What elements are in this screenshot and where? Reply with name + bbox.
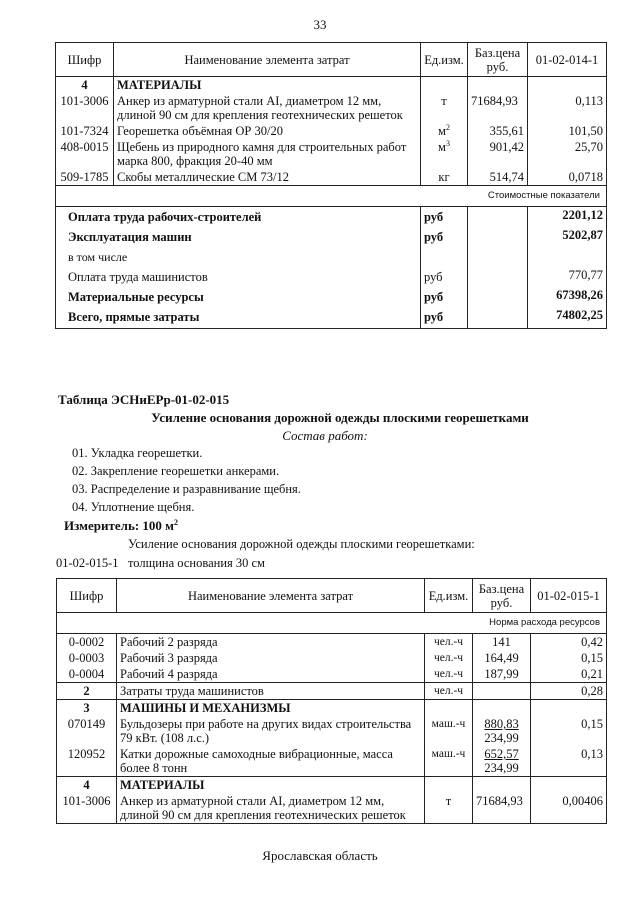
cost-row: Оплата труда машинистов руб 770,77: [56, 267, 607, 287]
header-norm: 01-02-015-1: [531, 579, 607, 613]
resource-table-01-02-014-1: [55, 42, 607, 329]
norm-header-row: [57, 613, 607, 634]
header-norm: 01-02-014-1: [528, 43, 607, 77]
composition-label: Состав работ:: [282, 428, 368, 443]
section-row-materials: [56, 77, 607, 94]
work-step: 01. Укладка георешетки.: [72, 446, 203, 460]
variant-code: 01-02-015-1: [56, 556, 119, 570]
section-row-machines: 3 МАШИНЫ И МЕХАНИЗМЫ: [57, 700, 607, 717]
section-row-materials: 4 МАТЕРИАЛЫ: [57, 777, 607, 794]
table-row: 0-0002 Рабочий 2 разряда чел.-ч 141 0,42: [57, 634, 607, 651]
table-row: 101-3006 Анкер из арматурной стали AI, диаметром 12 мм, длиной 90 см для крепления геотехнических решеток т 71684,93 0,113: [56, 93, 607, 123]
table-row: 509-1785 Скобы металлические СМ 73/12 кг 514,74 0,0718: [56, 169, 607, 186]
norm-header: Норма расхода ресурсов: [57, 613, 607, 634]
variant-intro: Усиление основания дорожной одежды плоскими георешетками:: [128, 537, 475, 551]
table-header-row: [57, 579, 607, 613]
cost-row: Эксплуатация машин руб 5202,87: [56, 227, 607, 247]
header-code: Шифр: [56, 43, 114, 77]
table-row: 101-7324 Георешетка объёмная ОР 30/20 $м^2$ 355,61 101,50: [56, 123, 607, 139]
cost-row: в том числе: [56, 247, 607, 267]
table-row: 070149 Бульдозеры при работе на других видах строительства 79 кВт. (108 л.с.) маш.-ч 880,83 234,99 0,15: [57, 716, 607, 746]
header-name: Наименование элемента затрат: [117, 579, 425, 613]
measure-unit: Измеритель: 100 $м^2$: [64, 518, 179, 533]
table-header-row: [56, 43, 607, 77]
cost-header: Стоимостные показатели: [56, 186, 607, 207]
page-number: 33: [313, 17, 327, 32]
operators-row: 2 Затраты труда машинистов чел.-ч 0,28: [57, 683, 607, 700]
work-step: 04. Уплотнение щебня.: [72, 500, 195, 514]
table-row: 408-0015 Щебень из природного камня для строительных работ марка 800, фракция 20-40 мм $м^3$ 901,42 25,70: [56, 139, 607, 169]
section-code: 4: [56, 77, 114, 94]
resource-table-01-02-015-1: [56, 578, 607, 824]
work-step: 02. Закрепление георешетки анкерами.: [72, 464, 280, 478]
cost-row: Оплата труда рабочих-строителей руб 2201,12: [56, 207, 607, 227]
cost-row: Всего, прямые затраты руб 74802,25: [56, 307, 607, 329]
header-price: Баз.цена руб.: [468, 43, 528, 77]
header-unit: Ед.изм.: [425, 579, 473, 613]
cost-header-row: [56, 186, 607, 207]
cost-row: Материальные ресурсы руб 67398,26: [56, 287, 607, 307]
table-row: 101-3006 Анкер из арматурной стали AI, диаметром 12 мм, длиной 90 см для крепления геотехнических решеток т 71684,93 0,00406: [57, 793, 607, 824]
section-title: МАТЕРИАЛЫ: [114, 77, 421, 94]
header-unit: Ед.изм.: [421, 43, 468, 77]
variant-name: толщина основания 30 см: [128, 556, 265, 570]
header-name: Наименование элемента затрат: [114, 43, 421, 77]
table-title: Таблица ЭСНиЕРр-01-02-015: [58, 392, 230, 407]
table-row: 0-0003 Рабочий 3 разряда чел.-ч 164,49 0,15: [57, 650, 607, 666]
work-step: 03. Распределение и разравнивание щебня.: [72, 482, 301, 496]
table-row: 120952 Катки дорожные самоходные вибрационные, масса более 8 тонн маш.-ч 652,57 234,99 0,13: [57, 746, 607, 777]
table-row: 0-0004 Рабочий 4 разряда чел.-ч 187,99 0,21: [57, 666, 607, 683]
footer-region: Ярославская область: [262, 848, 378, 863]
header-code: Шифр: [57, 579, 117, 613]
table-subtitle: Усиление основания дорожной одежды плоскими георешетками: [151, 410, 529, 425]
header-price: Баз.цена руб.: [473, 579, 531, 613]
